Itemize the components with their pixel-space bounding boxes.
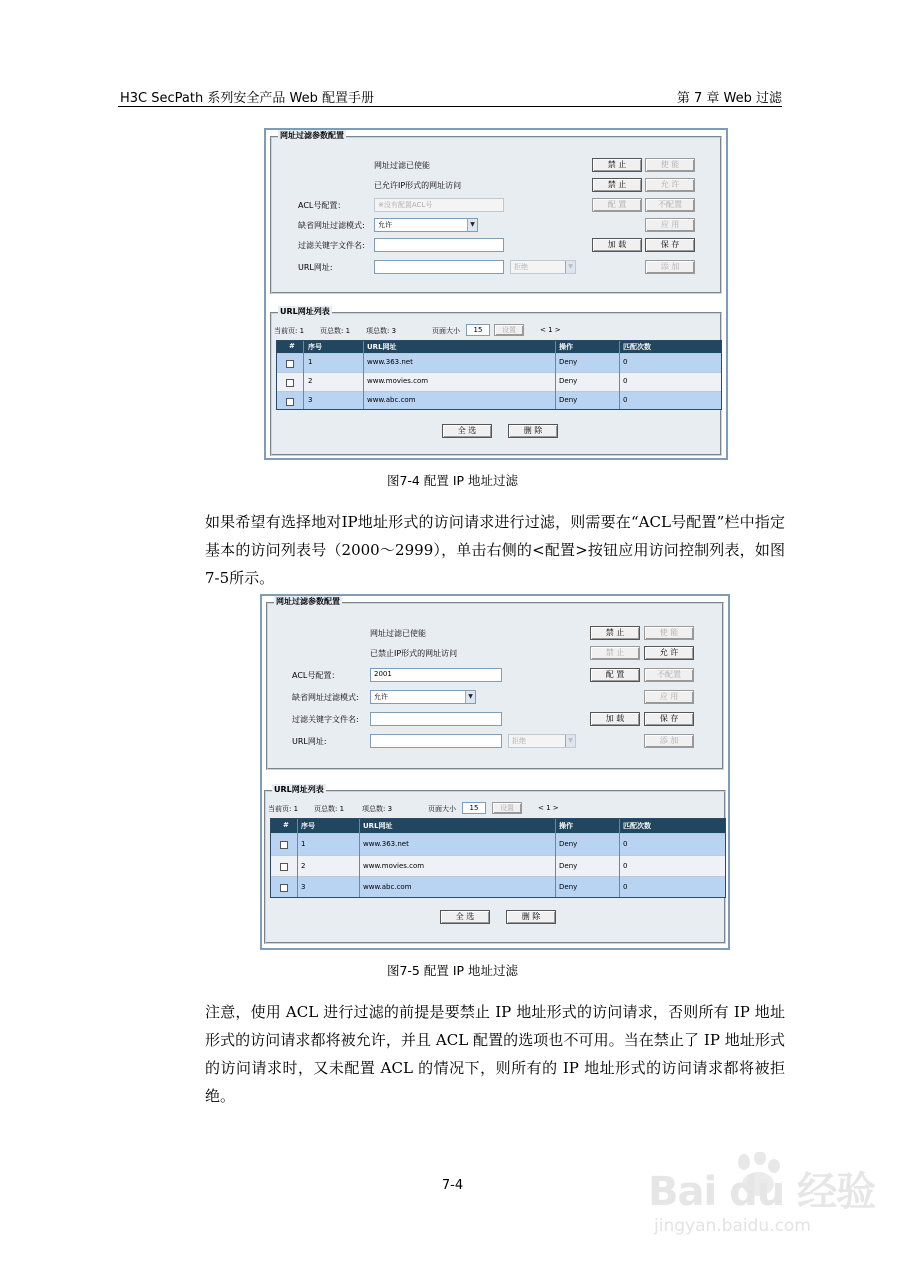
page-size-input[interactable]: 15 [466,324,490,336]
default-mode-value: 允许 [378,221,392,229]
select-all-button[interactable]: 全 选 [442,424,492,438]
acl-unconfig-button[interactable]: 不配置 [645,198,695,212]
pager-items: 项总数: 3 [366,327,397,335]
table-row[interactable] [277,391,721,409]
column-divider [359,819,360,897]
url-list-title: URL网址列表 [274,785,324,794]
col-hash: # [283,821,289,829]
row-url: www.movies.com [363,862,425,870]
acl-config-button[interactable]: 配 置 [590,668,640,682]
keyword-file-label: 过滤关键字文件名: [292,715,359,724]
params-panel [266,597,724,770]
row-seq: 1 [301,840,306,848]
row-seq: 1 [308,358,313,366]
table-row[interactable] [271,876,725,897]
add-url-button[interactable]: 添 加 [645,260,695,274]
default-mode-select[interactable] [370,690,476,704]
url-action-value: 拒绝 [512,737,526,745]
disable-ip-button[interactable]: 禁 止 [592,178,642,192]
url-table [276,340,722,410]
figure-7-4-caption: 图7-4 配置 IP 地址过滤 [386,473,519,488]
default-mode-select[interactable] [374,218,478,232]
column-divider [619,341,620,409]
table-header [271,819,725,833]
status-ip-access: 已允许IP形式的网址访问 [374,181,462,190]
save-button[interactable]: 保 存 [645,238,695,252]
select-all-button[interactable]: 全 选 [440,910,490,924]
row-op: Deny [559,377,578,385]
header-title: H3C SecPath 系列安全产品 Web 配置手册 [120,91,374,106]
pager-items: 项总数: 3 [362,805,393,813]
col-op: 操作 [559,822,573,830]
column-divider [363,341,364,409]
row-count: 0 [623,840,628,848]
acl-config-button[interactable]: 配 置 [592,198,642,212]
table-header [277,341,721,353]
row-seq: 3 [301,883,306,891]
pager-pages: 页总数: 1 [314,805,345,813]
url-input[interactable] [370,734,502,748]
url-label: URL网址: [298,263,333,272]
col-count: 匹配次数 [623,822,651,830]
status-ip-access: 已禁止IP形式的网址访问 [370,649,458,658]
url-action-select[interactable] [508,734,576,748]
url-label: URL网址: [292,737,327,746]
url-table [270,818,726,898]
page-nav[interactable]: < 1 > [538,804,559,812]
column-divider [555,819,556,897]
delete-button[interactable]: 删 除 [508,424,558,438]
row-count: 0 [623,377,628,385]
figure-7-5-screenshot [260,594,730,950]
table-row[interactable] [271,833,725,855]
status-filter-enabled: 网址过滤已使能 [374,161,430,170]
allow-ip-button[interactable]: 允 许 [645,178,695,192]
page-number: 7-4 [441,1178,464,1193]
page-nav[interactable]: < 1 > [540,326,561,334]
chevron-down-icon: ▼ [565,735,575,747]
page-size-set-button[interactable]: 设置 [492,802,522,814]
row-url: www.363.net [367,358,413,366]
row-op: Deny [559,862,578,870]
url-action-value: 拒绝 [514,263,528,271]
column-divider [619,819,620,897]
acl-unconfig-button[interactable]: 不配置 [644,668,694,682]
row-count: 0 [623,862,628,870]
chevron-down-icon: ▼ [465,691,475,703]
page-size-label: 页面大小 [428,805,456,813]
row-url: www.abc.com [363,883,412,891]
load-button[interactable]: 加 载 [590,712,640,726]
figure-7-5-caption: 图7-5 配置 IP 地址过滤 [386,963,519,978]
baidu-jingyan-watermark [638,1152,878,1252]
params-panel-title: 网址过滤参数配置 [280,131,344,140]
pager-pages: 页总数: 1 [320,327,351,335]
chevron-down-icon: ▼ [565,261,575,273]
row-op: Deny [559,396,578,404]
pager-current: 当前页: 1 [268,805,299,813]
url-list-title: URL网址列表 [280,307,330,316]
row-op: Deny [559,358,578,366]
row-seq: 3 [308,396,313,404]
acl-input[interactable]: 2001 [370,668,502,682]
page-size-set-button[interactable]: 设置 [494,324,524,336]
row-op: Deny [559,883,578,891]
header-chapter: 第 7 章 Web 过滤 [676,91,782,106]
table-row[interactable] [271,855,725,876]
paragraph-1: 如果希望有选择地对IP地址形式的访问请求进行过滤，则需要在“ACL号配置”栏中指定基本的访问列表号（2000～2999），单击右侧的<配置>按钮应用访问控制列表，如图 7-5所示。 [205,513,785,587]
page-size-input[interactable]: 15 [462,802,486,814]
disable-filter-button[interactable]: 禁 止 [590,626,640,640]
acl-label: ACL号配置： [292,671,340,680]
col-url: URL网址 [367,343,397,351]
chevron-down-icon: ▼ [467,219,477,231]
col-op: 操作 [559,343,573,351]
url-list-panel [270,307,722,456]
col-seq: 序号 [308,343,322,351]
allow-ip-button[interactable]: 允 许 [644,646,694,660]
pager-current: 当前页: 1 [274,327,305,335]
url-input[interactable] [374,260,504,274]
figure-7-4-screenshot [264,128,728,460]
params-panel-title: 网址过滤参数配置 [276,597,340,606]
row-url: www.movies.com [367,377,429,385]
url-list-panel [264,785,726,944]
url-action-select[interactable] [510,260,576,274]
enable-filter-button[interactable]: 使 能 [645,158,695,172]
save-button[interactable]: 保 存 [644,712,694,726]
load-button[interactable]: 加 载 [592,238,642,252]
delete-button[interactable]: 删 除 [506,910,556,924]
row-seq: 2 [301,862,306,870]
default-mode-value: 允许 [374,693,388,701]
col-url: URL网址 [363,822,393,830]
row-url: www.abc.com [367,396,416,404]
column-divider [303,341,304,409]
col-hash: # [289,342,295,350]
keyword-file-input[interactable] [374,238,504,252]
disable-filter-button[interactable]: 禁 止 [592,158,642,172]
row-seq: 2 [308,377,313,385]
enable-filter-button[interactable]: 使 能 [644,626,694,640]
row-count: 0 [623,358,628,366]
disable-ip-button[interactable]: 禁 止 [590,646,640,660]
params-panel [270,131,722,294]
paragraph-2: 注意，使用 ACL 进行过滤的前提是要禁止 IP 地址形式的访问请求，否则所有 IP 地址形式的访问请求都将被允许，并且 ACL 配置的选项也不可用。当在禁止了 IP 地址形式的访问请求时，又未配置 ACL 的情况下，则所有的 IP 地址形式的访问请求都将被拒绝。 [205,1003,785,1105]
status-filter-enabled: 网址过滤已使能 [370,629,426,638]
column-divider [555,341,556,409]
default-mode-label: 缺省网址过滤模式: [298,221,365,230]
row-url: www.363.net [363,840,409,848]
col-count: 匹配次数 [623,343,651,351]
row-count: 0 [623,396,628,404]
page-header [118,87,782,107]
page-size-label: 页面大小 [432,327,460,335]
apply-button[interactable]: 应 用 [645,218,695,232]
acl-label: ACL号配置： [298,201,346,210]
apply-button[interactable]: 应 用 [644,690,694,704]
keyword-file-input[interactable] [370,712,502,726]
col-seq: 序号 [301,822,315,830]
default-mode-label: 缺省网址过滤模式: [292,693,359,702]
acl-input[interactable]: ※没有配置ACL号 [374,198,504,212]
watermark-site: jingyan.baidu.com [654,1216,811,1236]
table-row[interactable] [277,372,721,391]
add-url-button[interactable]: 添 加 [644,734,694,748]
column-divider [297,819,298,897]
keyword-file-label: 过滤关键字文件名: [298,241,365,250]
row-op: Deny [559,840,578,848]
row-count: 0 [623,883,628,891]
table-row[interactable] [277,353,721,372]
watermark-brand: Bai du 经验 [648,1169,876,1215]
